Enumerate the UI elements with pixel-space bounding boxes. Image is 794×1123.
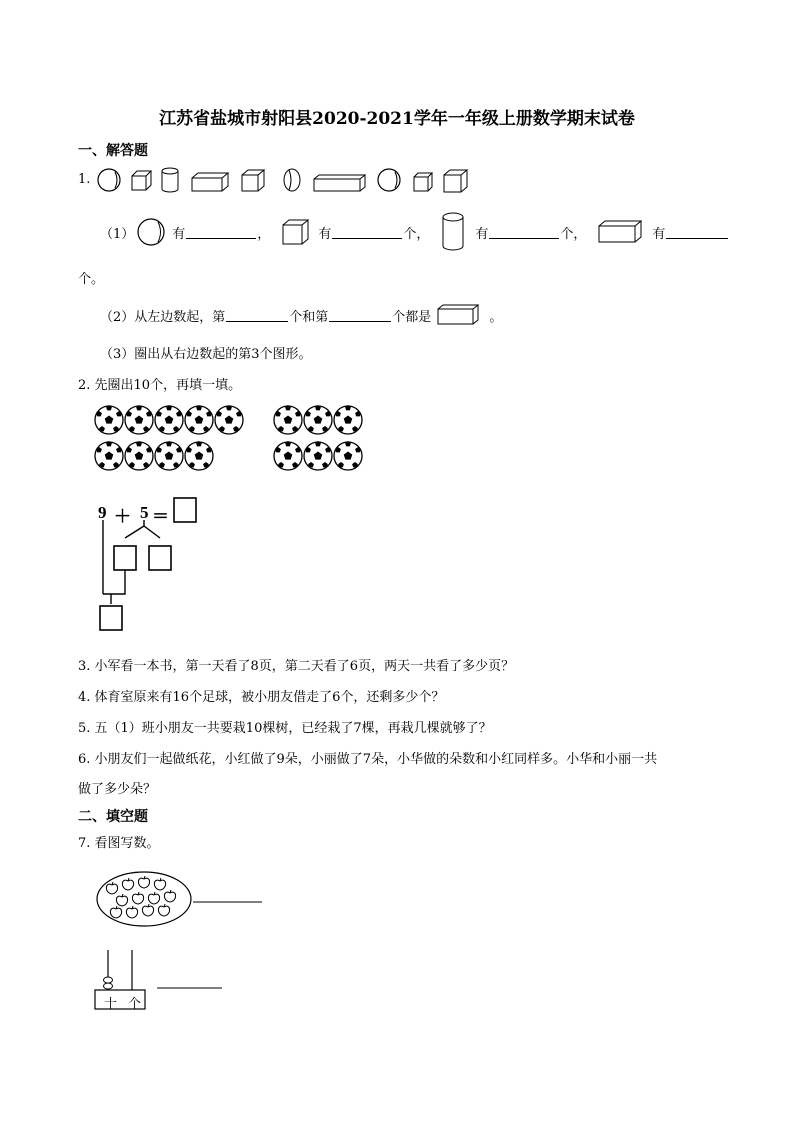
sphere-icon xyxy=(136,217,166,247)
cylinder-icon xyxy=(162,168,178,192)
question-3: 3. 小军看一本书，第一天看了8页，第二天看了6页，两天一共看了多少页？ xyxy=(78,659,515,674)
soccer-ball-icon xyxy=(304,441,332,470)
apple-icon xyxy=(164,890,175,902)
apple-icon xyxy=(126,906,137,918)
cube-icon xyxy=(414,173,432,191)
soccer-ball-icon xyxy=(274,441,302,470)
apple-icon xyxy=(148,892,159,904)
answer-box-split-1 xyxy=(114,546,136,570)
answer-blank-cuboid[interactable] xyxy=(666,226,728,239)
answer-box-split-2 xyxy=(149,546,171,570)
apple-icon xyxy=(106,882,117,894)
question-6-line-1: 6. 小朋友们一起做纸花，小红做了9朵，小丽做了7朵，小华做的朵数和小红同样多。小华和小丽一共 xyxy=(78,752,658,767)
soccer-ball-icon xyxy=(185,405,213,434)
abacus-bead xyxy=(104,977,113,983)
answer-blank-cylinder[interactable] xyxy=(489,226,559,239)
apple-icon xyxy=(122,878,133,890)
answer-blank-cube[interactable] xyxy=(332,226,402,239)
cuboid-icon xyxy=(437,304,479,326)
soccer-ball-icon xyxy=(274,405,302,434)
cylinder-icon xyxy=(441,212,465,252)
soccer-ball-icon xyxy=(125,441,153,470)
cuboid-icon xyxy=(598,220,642,244)
apple-icon xyxy=(154,878,165,890)
sphere-icon xyxy=(378,169,400,191)
question-6-line-2: 做了多少朵？ xyxy=(78,782,157,797)
question-2: 2. 先圈出10个，再填一填。 xyxy=(78,378,242,393)
soccer-ball-icon xyxy=(334,405,362,434)
apple-icon xyxy=(116,894,127,906)
cylinder-side-icon xyxy=(284,169,300,191)
question-1-sub-3: （3）圈出从右边数起的第3个图形。 xyxy=(100,347,312,362)
question-1-shape-row xyxy=(96,165,476,195)
soccer-ball-icon xyxy=(95,405,123,434)
answer-blank-position-2[interactable] xyxy=(329,309,391,322)
question-4: 4. 体育室原来有16个足球，被小朋友借走了6个，还剩多少个？ xyxy=(78,690,445,705)
cuboid-icon xyxy=(314,175,365,191)
question-1-number: 1. xyxy=(78,172,91,187)
answer-blank-position-1[interactable] xyxy=(226,309,288,322)
soccer-ball-icon xyxy=(125,405,153,434)
section-heading-answer: 一、解答题 xyxy=(78,143,148,159)
apple-group xyxy=(94,870,264,930)
answer-box-sum xyxy=(174,498,196,522)
soccer-ball-group xyxy=(94,404,374,474)
apple-icon xyxy=(158,904,169,916)
soccer-ball-icon xyxy=(334,441,362,470)
sphere-icon xyxy=(98,169,120,191)
question-7: 7. 看图写数。 xyxy=(78,836,160,851)
section-heading-fill: 二、填空题 xyxy=(78,809,148,825)
answer-box-ten xyxy=(100,606,122,630)
question-1-sub-1-end: 个。 xyxy=(78,272,105,287)
apple-icon xyxy=(110,906,121,918)
cube-icon xyxy=(132,171,151,190)
cube-icon xyxy=(242,170,264,191)
soccer-ball-icon xyxy=(215,405,243,434)
question-5: 5. 五（1）班小朋友一共要栽10棵树，已经栽了7棵，再栽几棵就够了？ xyxy=(78,721,492,736)
question-1-sub-2: （2）从左边数起，第 个和第 个都是 。 xyxy=(100,302,502,328)
soccer-ball-icon xyxy=(155,405,183,434)
cube-icon xyxy=(444,170,467,192)
decomposition-diagram xyxy=(94,496,204,636)
apple-icon xyxy=(132,892,143,904)
soccer-ball-icon xyxy=(155,441,183,470)
equation-five: 5 xyxy=(140,503,149,522)
apple-icon xyxy=(138,876,149,888)
page-title: 江苏省盐城市射阳县2020-2021学年一年级上册数学期末试卷 xyxy=(159,109,635,129)
answer-blank-sphere[interactable] xyxy=(186,226,256,239)
cube-icon xyxy=(282,219,310,245)
cuboid-icon xyxy=(192,173,228,191)
question-1-sub-1: （1） 有 ， 有 个， 有 个， 有 xyxy=(100,215,729,249)
equation-nine: 9 xyxy=(98,503,107,522)
equation-plus: ＋ xyxy=(114,507,131,526)
equation-equals: ＝ xyxy=(152,507,169,526)
apple-icon xyxy=(142,904,153,916)
soccer-ball-icon xyxy=(95,441,123,470)
soccer-ball-icon xyxy=(304,405,332,434)
abacus-ones-label: 个 xyxy=(128,997,142,1012)
soccer-ball-icon xyxy=(185,441,213,470)
abacus-tens-label: 十 xyxy=(104,997,118,1012)
abacus-bead xyxy=(104,983,113,989)
